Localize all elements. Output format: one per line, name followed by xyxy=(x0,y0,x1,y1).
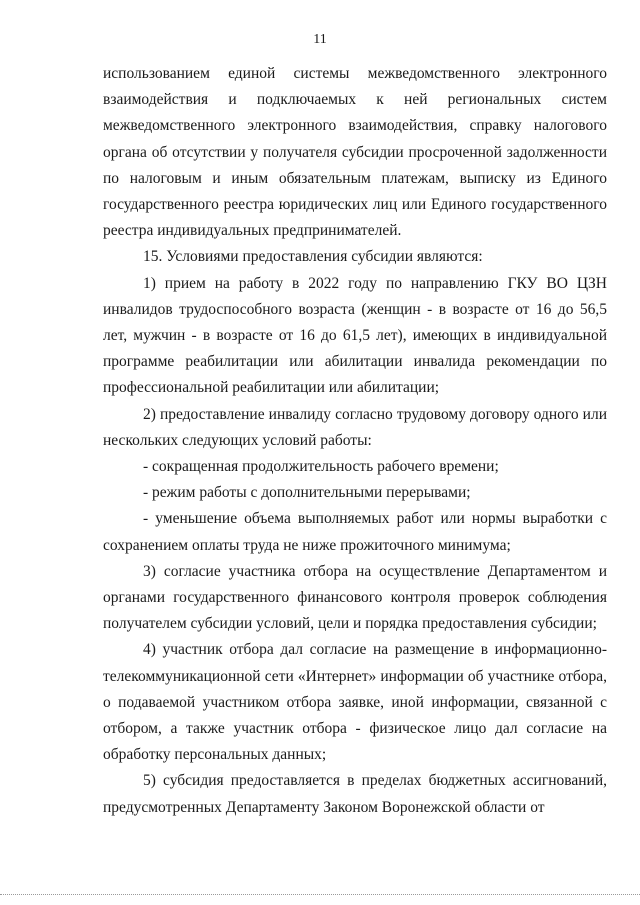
paragraph-condition-2: 2) предоставление инвалиду согласно трудовому договору одного или нескольких следующих условий работы: xyxy=(103,405,607,449)
list-item-reduced-workload: - уменьшение объема выполняемых работ или нормы выработки с сохранением оплаты труда не ниже прожиточного минимума; xyxy=(103,510,607,554)
paragraph-condition-5: 5) субсидия предоставляется в пределах бюджетных ассигнований, предусмотренных Департаменту Законом Воронежской области от xyxy=(103,772,607,816)
paragraph-continuation: использованием единой системы межведомственного электронного взаимодействия и подключаемых к ней региональных систем межведомственного электронного взаимодействия, справку налогового органа об отсутствии у получателя субсидии просроченной задолженности по налоговым и иным обязательным платежам, выписку из Единого государственного реестра юридических лиц или Единого государственного реестра индивидуальных предпринимателей. xyxy=(103,65,607,240)
list-item-reduced-hours: - сокращенная продолжительность рабочего времени; xyxy=(143,458,499,476)
paragraph-condition-4: 4) участник отбора дал согласие на размещение в информационно-телекоммуникационной сети «Интернет» информации об участнике отбора, о подаваемой участником отбора заявке, иной информации, связанной с отбором, а также участник отбора - физическое лицо дал согласие на обработку персональных данных; xyxy=(103,641,607,764)
paragraph-15-heading: 15. Условиями предоставления субсидии являются: xyxy=(143,248,483,266)
page-number: 11 xyxy=(313,32,327,47)
page-bottom-divider xyxy=(0,894,640,895)
list-item-breaks: - режим работы с дополнительными перерывами; xyxy=(143,484,471,502)
document-body xyxy=(103,61,607,821)
paragraph-condition-3: 3) согласие участника отбора на осуществление Департаментом и органами государственного финансового контроля проверок соблюдения получателем субсидии условий, цели и порядка предоставления субсидии; xyxy=(103,562,607,633)
paragraph-condition-1: 1) прием на работу в 2022 году по направлению ГКУ ВО ЦЗН инвалидов трудоспособного возраста (женщин - в возрасте от 16 до 56,5 лет, мужчин - в возрасте от 16 до 61,5 лет), имеющих в индивидуальной программе реабилитации или абилитации инвалида рекомендации по профессиональной реабилитации или абилитации; xyxy=(103,274,607,397)
